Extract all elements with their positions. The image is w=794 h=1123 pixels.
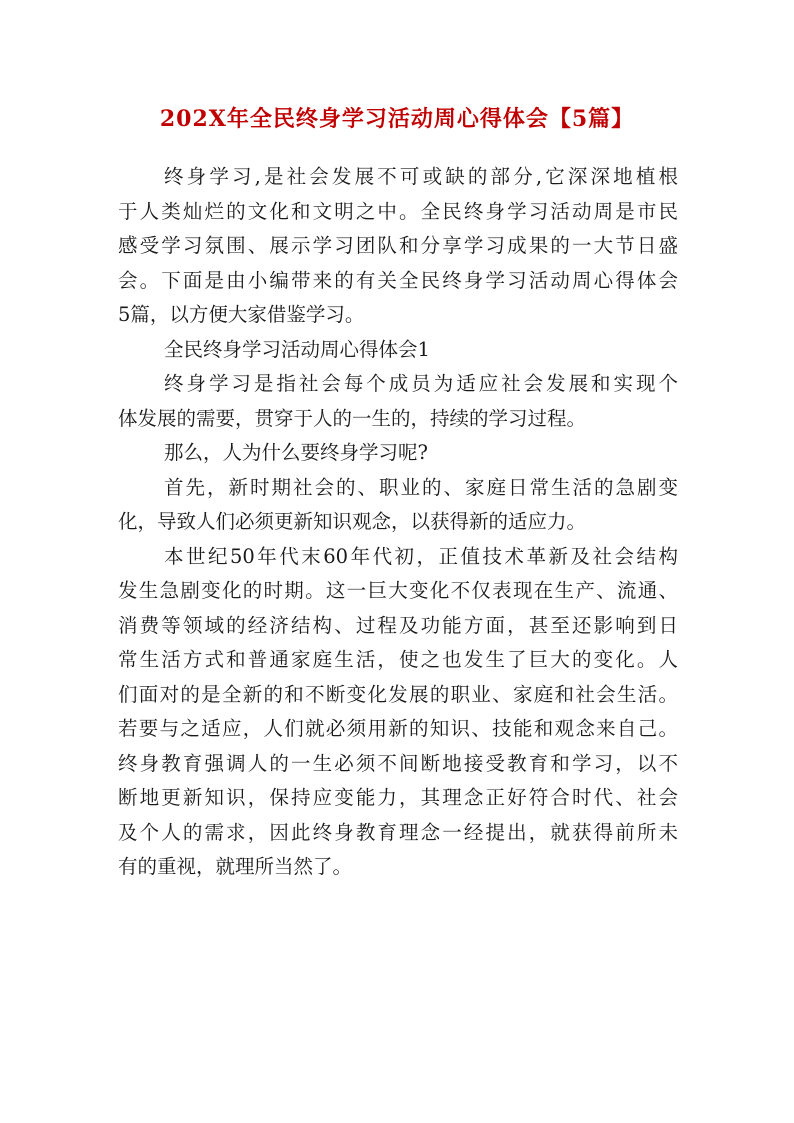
text-line: 那么，人为什么要终身学习呢? [164, 441, 428, 464]
text-line: 们面对的是全新的和不断变化发展的职业、家庭和社会生活。 [118, 682, 678, 706]
text-line: 首先，新时期社会的、职业的、家庭日常生活的急剧变 [164, 475, 678, 499]
text-line: 会。下面是由小编带来的有关全民终身学习活动周心得体会 [118, 268, 678, 292]
text-line: 终身学习是指社会每个成员为适应社会发展和实现个 [164, 372, 678, 395]
paragraph [118, 367, 678, 436]
paragraph-intro [118, 160, 678, 333]
document-body [118, 160, 678, 885]
text-line: 及个人的需求，因此终身教育理念一经提出，就获得前所未 [118, 820, 678, 844]
section-heading [118, 333, 678, 368]
text-line: 感受学习氛围、展示学习团队和分享学习成果的一大节日盛 [118, 234, 678, 257]
text-line: 消费等领域的经济结构、过程及功能方面，甚至还影响到日 [118, 613, 678, 637]
text-line: 5篇，以方便大家借鉴学习。 [118, 303, 365, 326]
text-line: 若要与之适应，人们就必须用新的知识、技能和观念来自己。 [118, 717, 678, 740]
text-line: 常生活方式和普通家庭生活，使之也发生了巨大的变化。人 [118, 648, 678, 671]
text-line: 体发展的需要，贯穿于人的一生的，持续的学习过程。 [118, 406, 587, 430]
text-line: 于人类灿烂的文化和文明之中。全民终身学习活动周是市民 [118, 199, 678, 223]
paragraph [118, 540, 678, 885]
paragraph [118, 436, 678, 471]
document-title: 202X年全民终身学习活动周心得体会【5篇】 [159, 106, 635, 132]
text-line: 断地更新知识，保持应变能力，其理念正好符合时代、社会 [118, 786, 678, 809]
text-line: 全民终身学习活动周心得体会1 [164, 337, 430, 361]
text-line: 化，导致人们必须更新知识观念，以获得新的适应力。 [118, 510, 587, 533]
text-line: 终身学习,是社会发展不可或缺的部分,它深深地植根 [164, 165, 678, 188]
text-line: 有的重视，就理所当然了。 [118, 855, 353, 878]
text-line: 终身教育强调人的一生必须不间断地接受教育和学习，以不 [118, 751, 678, 775]
text-line: 本世纪50年代末60年代初，正值技术革新及社会结构 [164, 544, 678, 568]
text-line: 发生急剧变化的时期。这一巨大变化不仅表现在生产、流通、 [118, 579, 678, 602]
paragraph [118, 471, 678, 540]
